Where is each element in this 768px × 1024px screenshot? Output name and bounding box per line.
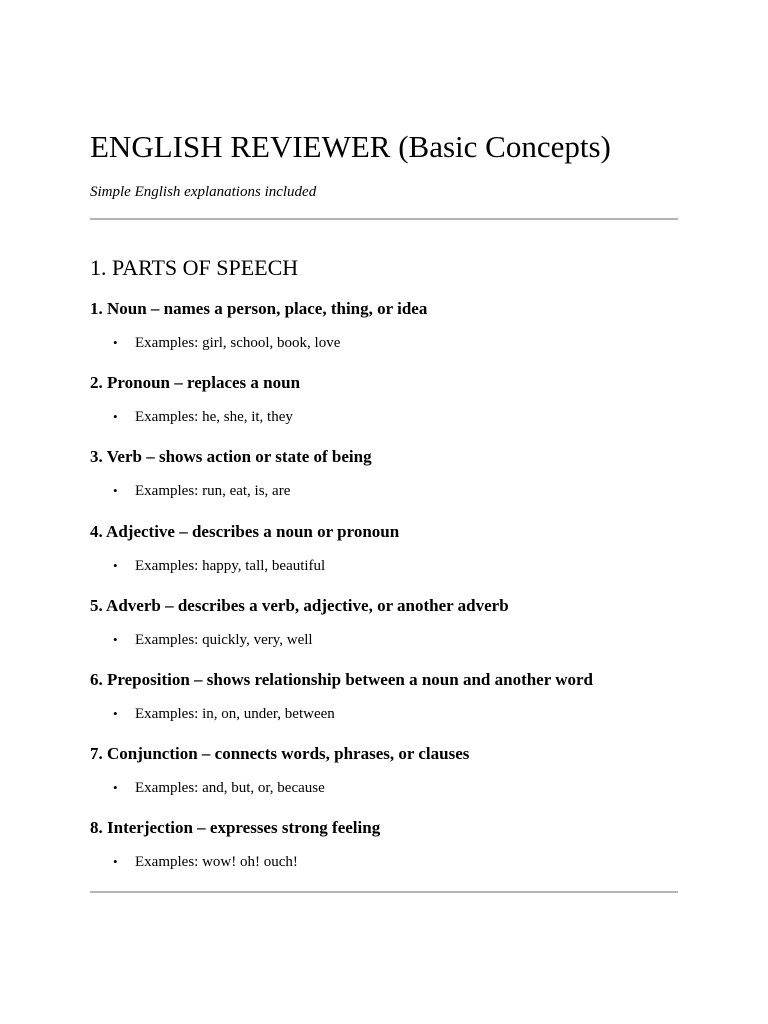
list-item-adverb xyxy=(90,593,678,667)
example-text: Examples: run, eat, is, are xyxy=(135,483,291,500)
example-text: Examples: and, but, or, because xyxy=(135,780,325,797)
item-example xyxy=(90,407,678,427)
item-example xyxy=(90,852,678,872)
item-example xyxy=(90,630,678,650)
item-example xyxy=(90,556,678,576)
example-text: Examples: in, on, under, between xyxy=(135,705,335,722)
bullet-icon: • xyxy=(113,705,118,721)
item-example xyxy=(90,778,678,798)
document-subtitle: Simple English explanations included xyxy=(90,184,317,200)
item-heading: 1. Noun – names a person, place, thing, or idea xyxy=(90,299,428,318)
list-item-noun xyxy=(90,296,678,370)
item-heading: 2. Pronoun – replaces a noun xyxy=(90,373,301,393)
list-item-pronoun xyxy=(90,370,678,444)
item-heading: 6. Preposition – shows relationship between a noun and another word xyxy=(90,669,593,689)
example-text: Examples: girl, school, book, love xyxy=(135,335,341,351)
bullet-icon: • xyxy=(113,483,118,499)
list-item-interjection xyxy=(90,815,678,889)
divider-top xyxy=(90,218,678,220)
bullet-icon: • xyxy=(113,335,118,350)
item-heading: 4. Adjective – describes a noun or pronoun xyxy=(90,521,400,541)
example-text: Examples: quickly, very, well xyxy=(135,631,313,648)
example-text: Examples: wow! oh! ouch! xyxy=(135,854,298,871)
item-example xyxy=(90,481,678,501)
item-heading: 8. Interjection – expresses strong feeling xyxy=(90,818,381,838)
document-title: ENGLISH REVIEWER (Basic Concepts) xyxy=(90,129,611,164)
example-text: Examples: happy, tall, beautiful xyxy=(135,557,326,574)
section-title: 1. PARTS OF SPEECH xyxy=(90,255,299,280)
bullet-icon: • xyxy=(113,631,118,647)
item-heading: 3. Verb – shows action or state of being xyxy=(90,447,372,467)
divider-bottom xyxy=(90,891,678,893)
parts-of-speech-list xyxy=(90,296,678,890)
item-example xyxy=(90,333,678,353)
list-item-verb xyxy=(90,444,678,518)
list-item-conjunction xyxy=(90,741,678,815)
bullet-icon: • xyxy=(113,557,118,573)
example-text: Examples: he, she, it, they xyxy=(135,409,293,426)
item-heading: 5. Adverb – describes a verb, adjective, or another adverb xyxy=(90,595,509,615)
bullet-icon: • xyxy=(113,854,118,870)
bullet-icon: • xyxy=(113,409,118,425)
item-example xyxy=(90,704,678,724)
bullet-icon: • xyxy=(113,780,118,796)
list-item-adjective xyxy=(90,519,678,593)
list-item-preposition xyxy=(90,667,678,741)
item-heading: 7. Conjunction – connects words, phrases, or clauses xyxy=(90,744,470,764)
